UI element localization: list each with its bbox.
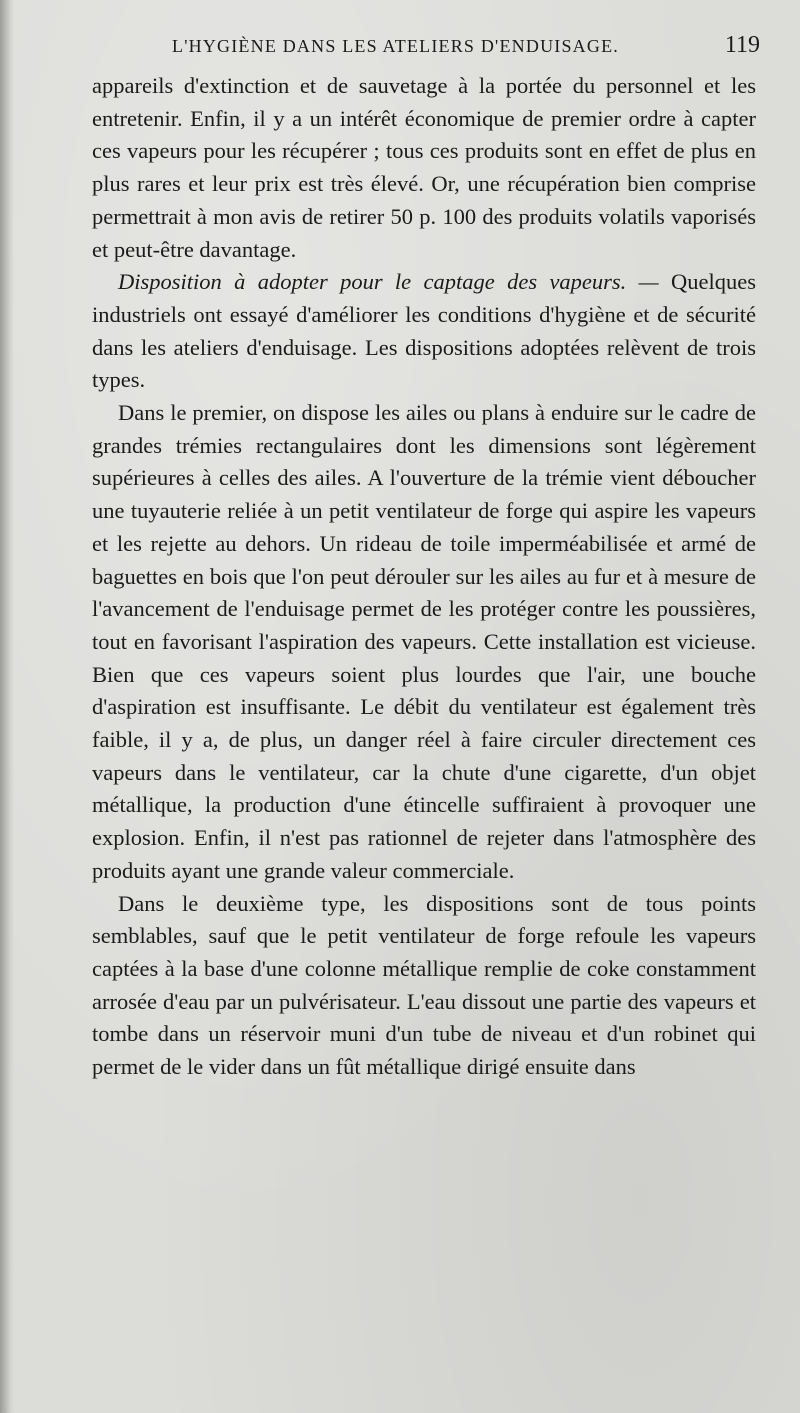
paragraph-second-type: [92, 888, 756, 1084]
running-header: [92, 32, 760, 62]
paragraph-text: Dans le premier, on dispose les ailes ou plans à enduire sur le cadre de grandes trémies rectangulaires dont les dimensions sont légèrement supérieures à celles des ailes. A l'ouverture de la trémie vient déboucher une tuyauterie reliée à un petit ventilateur de forge qui aspire les vapeurs et les rejette au dehors. Un rideau de toile imperméabilisée et armé de baguettes en bois que l'on peut dérouler sur les ailes au fur et à mesure de l'avancement de l'enduisage permet de les protéger contre les poussières, tout en favorisant l'aspiration des vapeurs. Cette installation est vicieuse. Bien que ces vapeurs soient plus lourdes que l'air, une bouche d'aspiration est insuffisante. Le débit du ventilateur est également très faible, il y a, de plus, un danger réel à faire circuler directement ces vapeurs dans le ventilateur, car la chute d'une cigarette, d'un objet métallique, la production d'une étincelle suffiraient à provoquer une explosion. Enfin, il n'est pas rationnel de rejeter dans l'atmosphère des produits ayant une grande valeur commerciale.: [92, 400, 756, 883]
body-text: [92, 70, 756, 1084]
page-number: 119: [724, 32, 760, 58]
paragraph-text: Dans le deuxième type, les dispositions sont de tous points semblables, sauf que le petit ventilateur de forge refoule les vapeurs captées à la base d'une colonne métallique remplie de coke constamment arrosée d'eau par un pulvérisateur. L'eau dissout une partie des vapeurs et tombe dans un réservoir muni d'un tube de niveau et d'un robinet qui permet de le vider dans un fût métallique dirigé ensuite dans: [92, 890, 756, 1080]
page-gutter-shadow: [0, 0, 14, 1413]
paragraph-text: appareils d'extinction et de sauvetage à la portée du personnel et les entretenir. Enfin, il y a un intérêt économique de premier ordre à capter ces vapeurs pour les récupérer ; tous ces produits sont en effet de plus en plus rares et leur prix est très élevé. Or, une récupération bien comprise permettrait à mon avis de retirer 50 p. 100 des produits volatils vaporisés et peut-être davantage.: [92, 73, 756, 262]
section-heading: Disposition à adopter pour le captage des vapeurs. —: [118, 269, 659, 295]
paragraph-text: Quelques industriels ont essayé d'améliorer les conditions d'hygiène et de sécurité dans les ateliers d'enduisage. Les dispositions adoptées relèvent de trois types.: [92, 269, 757, 393]
paragraph-first-type: [92, 397, 756, 888]
paragraph-continuation: [92, 70, 756, 266]
running-title: L'HYGIÈNE DANS LES ATELIERS D'ENDUISAGE.: [172, 36, 619, 56]
paragraph-section: [92, 266, 756, 397]
